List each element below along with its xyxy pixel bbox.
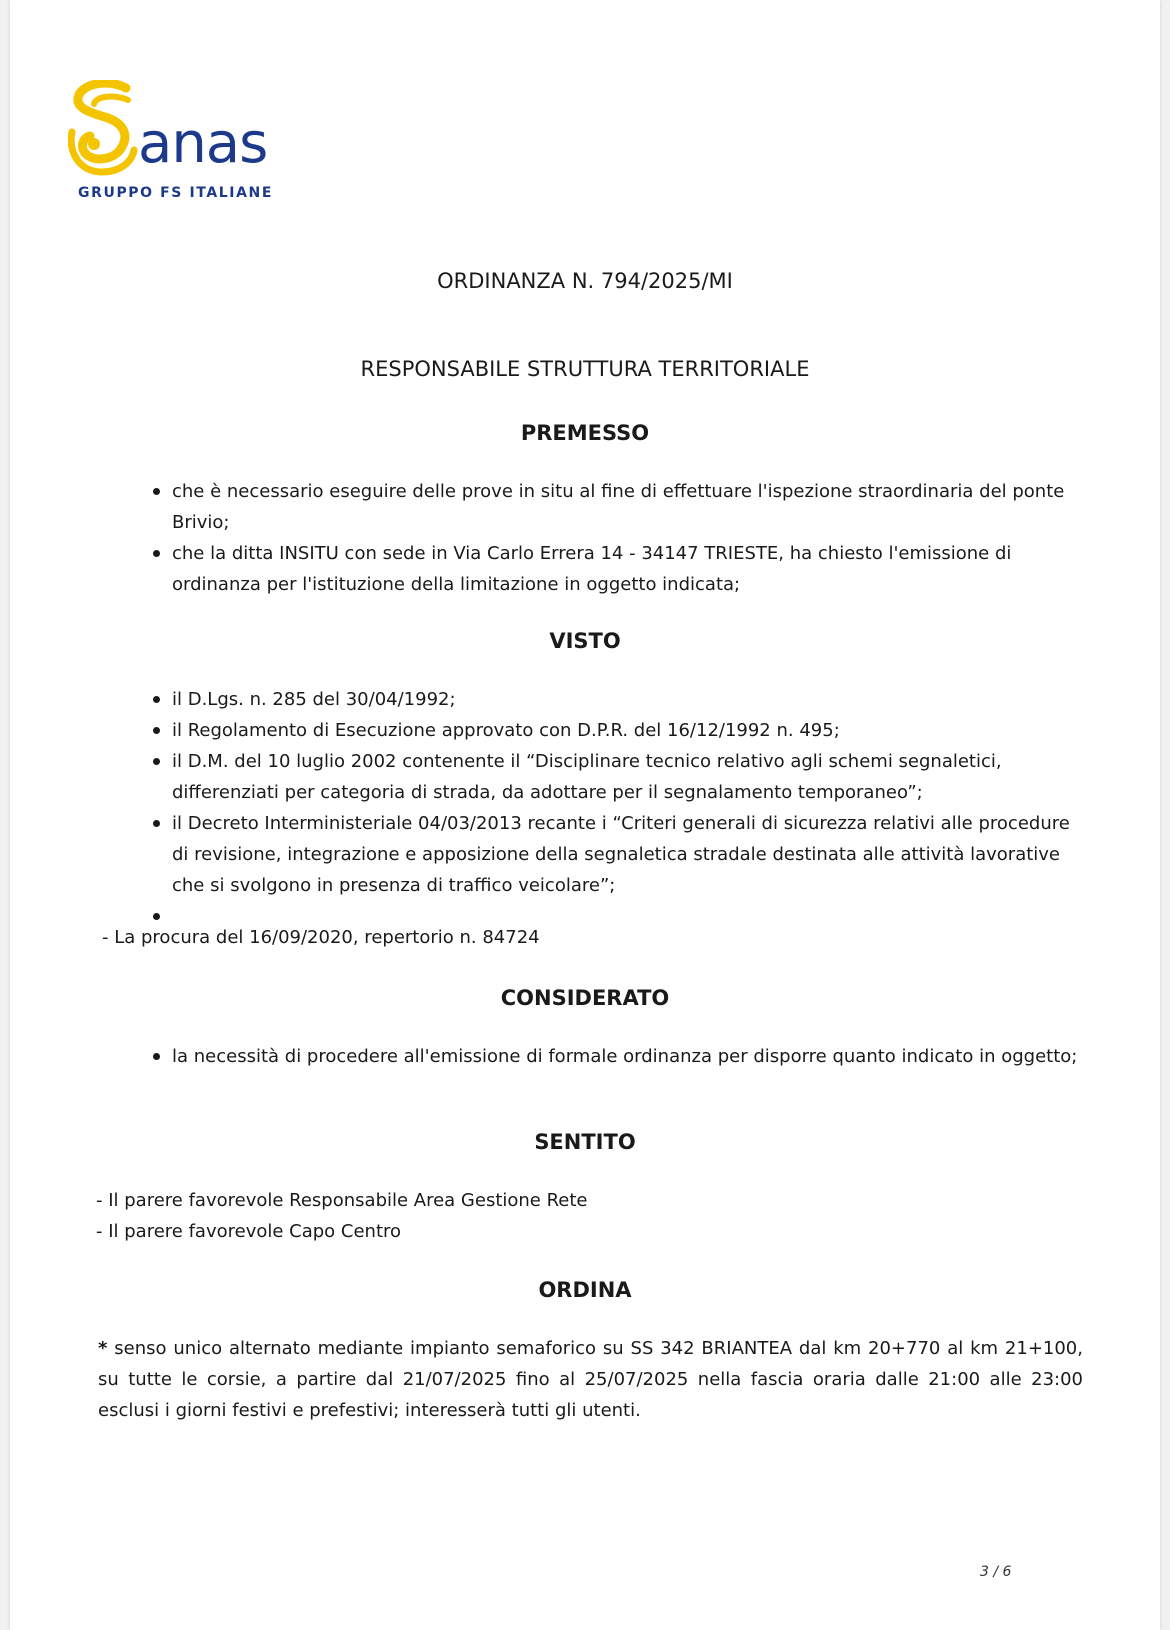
considerato-list [150, 1041, 1090, 1072]
logo-wordmark: anas [138, 111, 268, 176]
premesso-list [150, 476, 1090, 600]
anas-logo [68, 80, 298, 205]
procura-line: - La procura del 16/09/2020, repertorio n. 84724 [102, 927, 540, 948]
logo-group-name: GRUPPO FS ITALIANE [78, 185, 274, 201]
document-page [10, 0, 1160, 1630]
list-item: il Decreto Interministeriale 04/03/2013 recante i “Criteri generali di sicurezza relativi alle procedure di revisione, integrazione e apposizione della segnaletica stradale destinata alle attività lavorative che si svolgono in presenza di traffico veicolare”; [150, 808, 1090, 901]
ordinance-subtitle: RESPONSABILE STRUTTURA TERRITORIALE [360, 357, 810, 381]
list-item: la necessità di procedere all'emissione di formale ordinanza per disporre quanto indicato in oggetto; [150, 1041, 1090, 1072]
section-heading-considerato: CONSIDERATO [500, 986, 670, 1010]
ordina-star: * [98, 1338, 108, 1359]
section-heading-ordina: ORDINA [538, 1278, 632, 1302]
list-item: che è necessario eseguire delle prove in situ al fine di effettuare l'ispezione straordinaria del ponte Brivio; [150, 476, 1090, 538]
sentito-line-1: - Il parere favorevole Responsabile Area Gestione Rete [96, 1190, 588, 1211]
ordinance-title: ORDINANZA N. 794/2025/MI [437, 269, 733, 293]
sentito-line-2: - Il parere favorevole Capo Centro [96, 1221, 402, 1242]
ordina-text: senso unico alternato mediante impianto semaforico su SS 342 BRIANTEA dal km 20+770 al km 21+100, su tutte le corsie, a partire dal 21/07/2025 fino al 25/07/2025 nella fascia oraria dalle 21:00 alle 23:00 esclusi i giorni festivi e prefestivi; interesserà tutti gli utenti. [98, 1338, 1083, 1421]
ordina-paragraph [98, 1333, 1083, 1426]
section-heading-premesso: PREMESSO [520, 421, 650, 445]
visto-list [150, 684, 1090, 932]
page-number: 3 / 6 [980, 1564, 1012, 1580]
anas-swirl-icon [68, 80, 138, 180]
list-item: il Regolamento di Esecuzione approvato con D.P.R. del 16/12/1992 n. 495; [150, 715, 1090, 746]
list-item: il D.M. del 10 luglio 2002 contenente il “Disciplinare tecnico relativo agli schemi segnaletici, differenziati per categoria di strada, da adottare per il segnalamento temporaneo”; [150, 746, 1090, 808]
list-item: che la ditta INSITU con sede in Via Carlo Errera 14 - 34147 TRIESTE, ha chiesto l'emissione di ordinanza per l'istituzione della limitazione in oggetto indicata; [150, 538, 1090, 600]
section-heading-sentito: SENTITO [534, 1130, 636, 1154]
section-heading-visto: VISTO [549, 629, 621, 653]
list-item: il D.Lgs. n. 285 del 30/04/1992; [150, 684, 1090, 715]
